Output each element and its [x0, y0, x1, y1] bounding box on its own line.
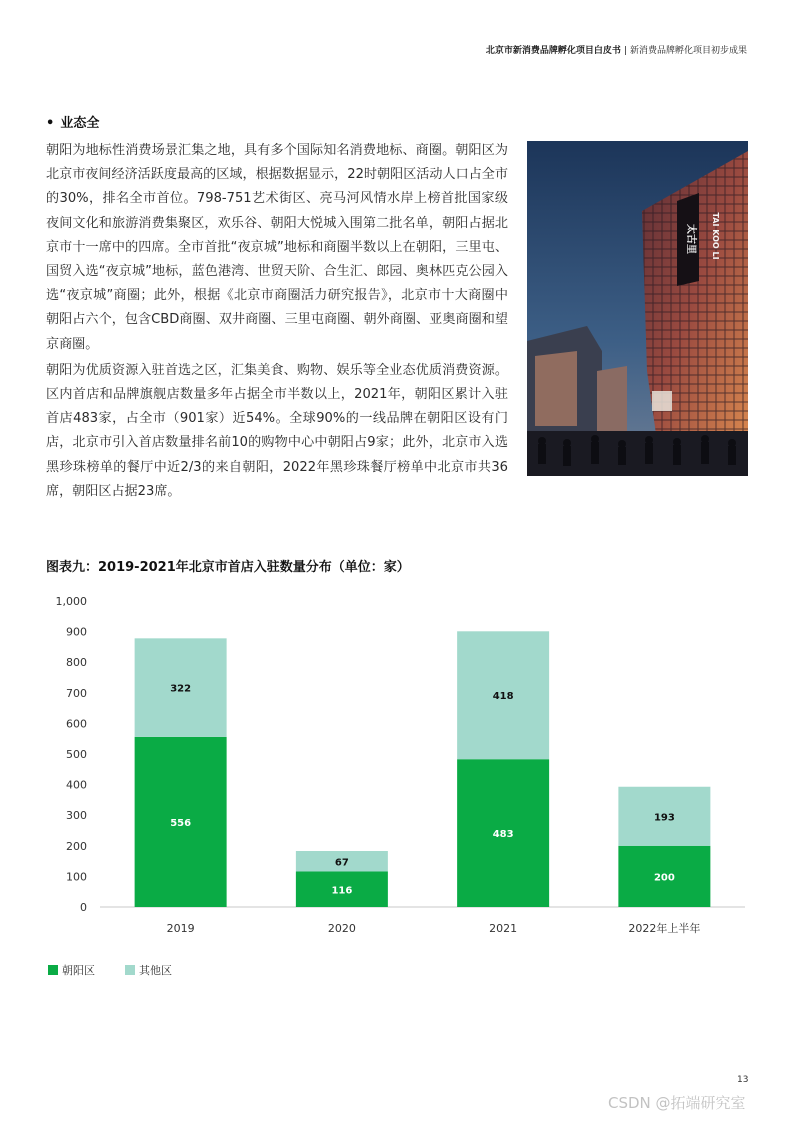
bullet-icon: • [46, 116, 55, 131]
y-tick-label: 0 [80, 901, 87, 914]
y-tick-label: 100 [66, 870, 87, 884]
bar-value-label: 418 [492, 691, 514, 703]
y-tick-label: 900 [66, 625, 87, 639]
y-tick-label: 1,000 [55, 595, 87, 608]
paragraph-1: 朝阳为地标性消费场景汇集之地，具有多个国际知名消费地标、商圈。朝阳区为北京市夜间经济活跃度最高的区域，根据数据显示，22时朝阳区活动人口占全市的30%，排名全市首位。798-751艺术街区、亮马河风情水岸上榜首批国家级夜间文化和旅游消费集聚区，欢乐谷、朝阳大悦城入围第二批名单，朝阳占据北京市十一席中的四席。全市首批“夜京城”地标和商圈半数以上在朝阳，三里屯、国贸入选“夜京城”地标，蓝色港湾、世贸天阶、合生汇、郎园、奥林匹克公园入选“夜京城”商圈；此外，根据《北京市商圈活力研究报告》，北京市十大商圈中朝阳占六个，包含CBD商圈、双井商圈、三里屯商圈、朝外商圈、亚奥商圈和望京商圈。 [46, 143, 508, 352]
bar-value-label: 200 [653, 872, 675, 884]
bar-value-label: 322 [170, 683, 192, 695]
header-title: 北京市新消费品牌孵化项目白皮书 [485, 46, 621, 56]
bar-value-label: 556 [170, 817, 192, 829]
y-tick-label: 200 [66, 839, 87, 853]
legend-item-chaoyang [48, 962, 95, 978]
y-tick-label: 300 [66, 809, 87, 823]
first-store-chart [40, 588, 760, 948]
legend-label-chaoyang: 朝阳区 [62, 964, 95, 977]
chart-svg [40, 588, 760, 948]
y-tick-label: 500 [66, 748, 87, 761]
y-tick-label: 800 [66, 656, 87, 670]
taikooli-photo [527, 141, 748, 476]
legend-label-other: 其他区 [139, 964, 172, 977]
bar-value-label: 116 [331, 885, 353, 897]
y-tick-label: 600 [66, 717, 87, 731]
x-tick-label: 2021 [489, 922, 518, 935]
sign-cjk-text: 太古里 [685, 224, 696, 254]
x-tick-label: 2020 [327, 922, 356, 935]
x-tick-label: 2019 [166, 922, 195, 935]
header-separator: | [623, 46, 627, 56]
bar-value-label: 483 [492, 829, 514, 841]
sign-latin-text: TAI KOO LI [711, 212, 720, 260]
x-tick-label: 2022年上半年 [628, 922, 701, 935]
bar-value-label: 67 [334, 857, 349, 869]
watermark: CSDN @拓端研究室 [608, 1094, 746, 1112]
paragraph-2: 朝阳为优质资源入驻首选之区，汇集美食、购物、娱乐等全业态优质消费资源。区内首店和品牌旗舰店数量多年占据全市半数以上，2021年，朝阳区累计入驻首店483家，占全市（901家）近54%。全球90%的一线品牌在朝阳区设有门店，北京市引入首店数量排名前10的购物中心中朝阳占9家；此外，北京市入选黑珍珠榜单的餐厅中近2/3的来自朝阳，2022年黑珍珠餐厅榜单中北京市共36席，朝阳区占据23席。 [46, 362, 508, 499]
y-tick-label: 400 [66, 778, 87, 792]
chart-title: 图表九：2019-2021年北京市首店入驻数量分布（单位：家） [46, 560, 410, 575]
chart-legend [48, 962, 172, 978]
body-text [46, 139, 508, 506]
y-tick-label: 700 [66, 686, 87, 700]
legend-swatch-other [125, 965, 135, 975]
legend-swatch-chaoyang [48, 965, 58, 975]
taikooli-photo-illustration [527, 141, 748, 476]
header-section: 新消费品牌孵化项目初步成果 [629, 46, 747, 56]
bar-value-label: 193 [653, 812, 675, 824]
page-number: 13 [737, 1075, 749, 1085]
running-header [486, 43, 747, 56]
legend-item-other [125, 962, 172, 978]
section-heading [46, 112, 99, 131]
section-heading-text: 业态全 [60, 116, 100, 131]
